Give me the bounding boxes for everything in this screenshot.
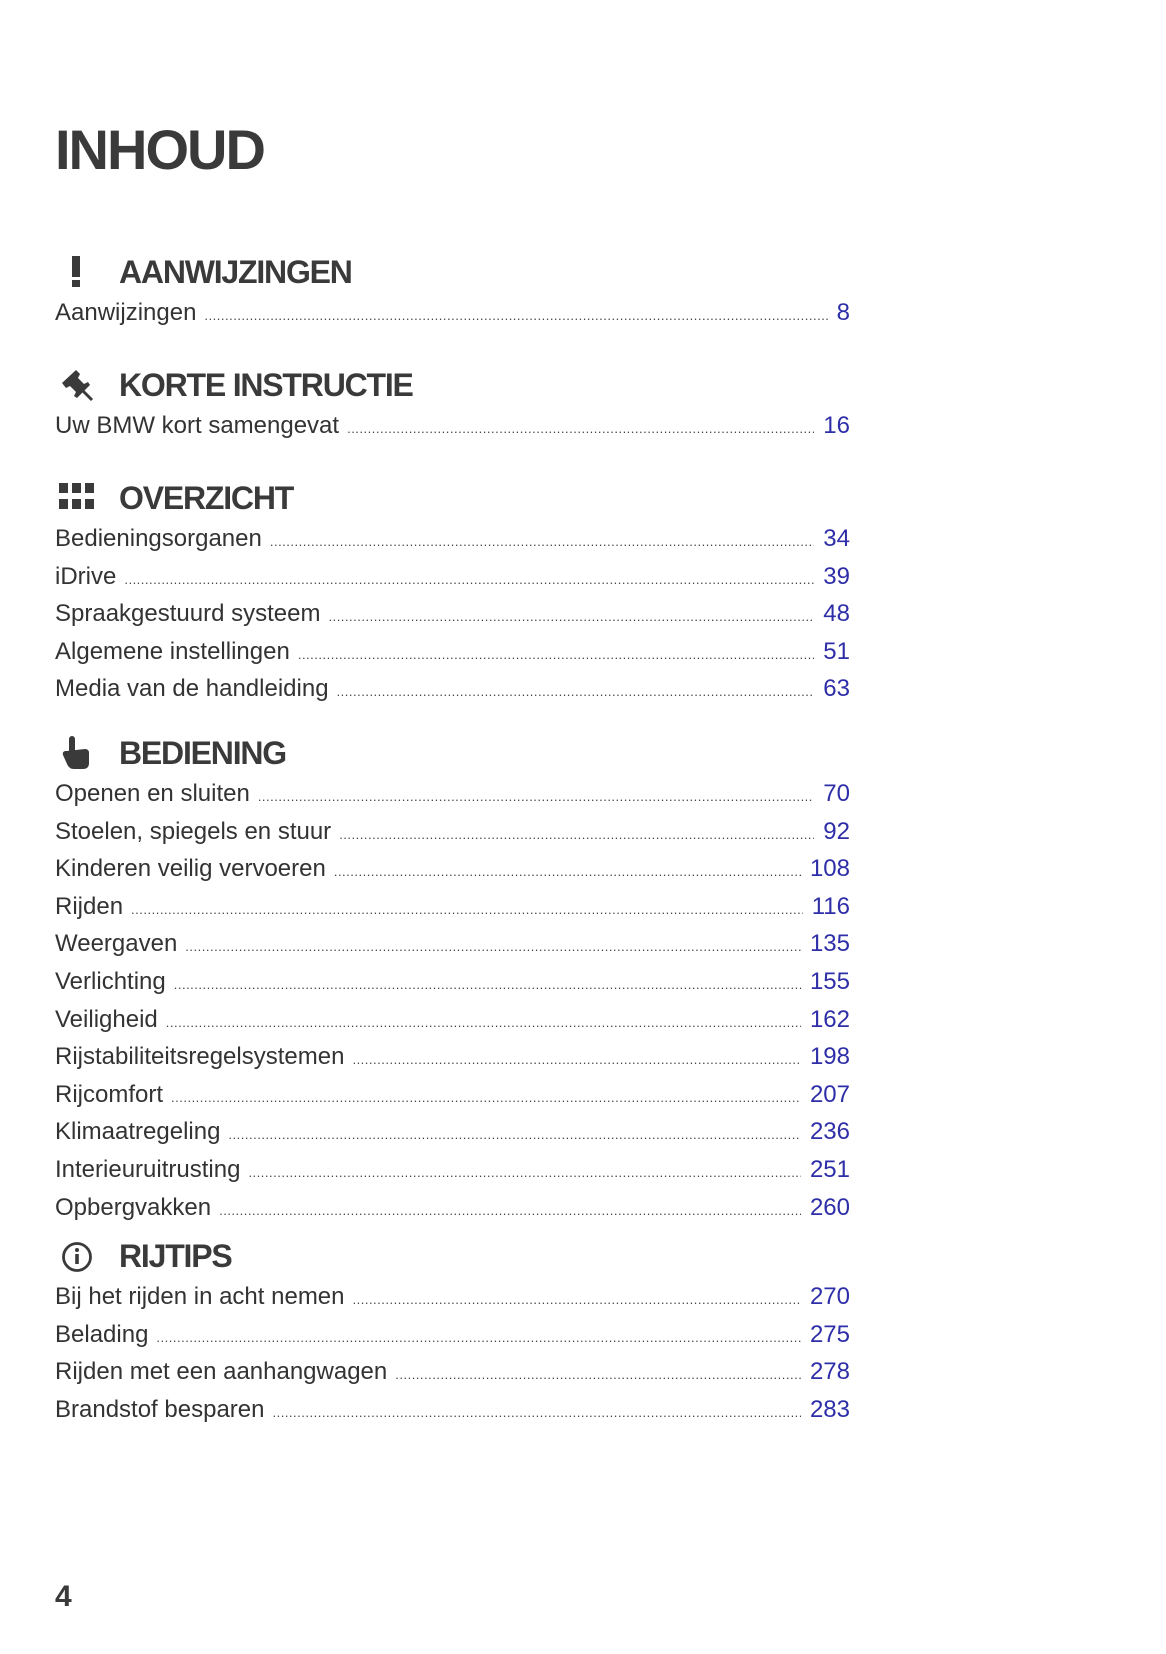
dot-leader [185, 928, 801, 966]
toc-list [55, 407, 850, 445]
section-bediening [55, 729, 850, 1226]
entry-label: Rijden [55, 892, 124, 920]
entry-label: Media van de handleiding [55, 675, 329, 703]
toc-entry[interactable] [55, 670, 850, 708]
section-header [55, 474, 850, 520]
entry-page-link[interactable]: 51 [823, 637, 850, 665]
pin-icon [57, 365, 97, 403]
info-icon [57, 1236, 97, 1274]
entry-page-link[interactable]: 198 [809, 1043, 850, 1071]
toc-entry[interactable] [55, 1001, 850, 1039]
section-title: RIJTIPS [119, 1238, 232, 1274]
dot-leader [131, 891, 803, 929]
entry-page-link[interactable]: 34 [823, 525, 850, 552]
dot-leader [248, 1154, 801, 1192]
dot-leader [339, 816, 814, 854]
dot-leader [298, 636, 814, 674]
entry-page-link[interactable]: 275 [809, 1320, 850, 1348]
section-header [55, 361, 850, 407]
section-header [55, 248, 850, 294]
entry-label: Belading [55, 1320, 149, 1348]
toc-list [55, 1278, 850, 1428]
dot-leader [174, 966, 801, 1004]
toc-entry[interactable] [55, 633, 850, 671]
dot-leader [219, 1192, 801, 1230]
dot-leader [171, 1079, 801, 1117]
dot-leader [228, 1116, 801, 1154]
dot-leader [395, 1356, 801, 1394]
dot-leader [347, 410, 814, 448]
section-title: KORTE INSTRUCTIE [119, 367, 413, 403]
toc-entry[interactable] [55, 1189, 850, 1227]
entry-label: Uw BMW kort samengevat [55, 412, 340, 439]
toc-entry[interactable] [55, 888, 850, 926]
toc-entry[interactable] [55, 1038, 850, 1076]
entry-label: Rijcomfort [55, 1080, 164, 1108]
page-number: 4 [55, 1580, 72, 1613]
entry-label: Stoelen, spiegels en stuur [55, 817, 332, 845]
entry-page-link[interactable]: 278 [809, 1358, 850, 1386]
dot-leader [156, 1319, 801, 1357]
toc-entry[interactable] [55, 850, 850, 888]
entry-label: Interieuruitrusting [55, 1155, 241, 1183]
section-rijtips [55, 1232, 850, 1428]
toc-list [55, 775, 850, 1226]
entry-page-link[interactable]: 39 [823, 562, 850, 590]
toc-entry[interactable] [55, 558, 850, 596]
entry-label: Klimaatregeling [55, 1118, 221, 1146]
entry-label: Weergaven [55, 930, 178, 958]
toc-entry[interactable] [55, 1278, 850, 1316]
entry-page-link[interactable]: 270 [809, 1283, 850, 1310]
entry-label: Openen en sluiten [55, 780, 250, 807]
entry-page-link[interactable]: 283 [809, 1395, 850, 1423]
section-title: OVERZICHT [119, 480, 294, 516]
dot-leader [204, 297, 827, 335]
dot-leader [272, 1394, 800, 1432]
toc-entry[interactable] [55, 775, 850, 813]
entry-page-link[interactable]: 63 [823, 675, 850, 703]
entry-label: Bedieningsorganen [55, 525, 262, 552]
dot-leader [166, 1004, 801, 1042]
grid-icon [57, 478, 97, 516]
toc-entry[interactable] [55, 925, 850, 963]
entry-label: Brandstof besparen [55, 1395, 265, 1423]
dot-leader [337, 673, 815, 711]
entry-page-link[interactable]: 48 [823, 600, 850, 628]
toc-entry[interactable] [55, 1391, 850, 1429]
section-header [55, 1232, 850, 1278]
entry-page-link[interactable]: 116 [811, 892, 850, 920]
entry-label: iDrive [55, 562, 117, 590]
dot-leader [328, 598, 814, 636]
toc-entry[interactable] [55, 407, 850, 445]
entry-page-link[interactable]: 70 [823, 780, 850, 807]
page-title: INHOUD [55, 118, 264, 181]
toc-entry[interactable] [55, 963, 850, 1001]
entry-label: Verlichting [55, 967, 166, 995]
entry-label: Opbergvakken [55, 1193, 212, 1221]
entry-label: Rijden met een aanhangwagen [55, 1358, 388, 1386]
toc-entry[interactable] [55, 595, 850, 633]
section-aanwijzingen [55, 248, 850, 332]
dot-leader [353, 1281, 801, 1319]
entry-page-link[interactable]: 236 [809, 1118, 850, 1146]
section-title: AANWIJZINGEN [119, 254, 352, 290]
entry-label: Spraakgestuurd systeem [55, 600, 321, 628]
dot-leader [352, 1041, 801, 1079]
dot-leader [258, 778, 814, 816]
toc-entry[interactable] [55, 1316, 850, 1354]
toc-entry[interactable] [55, 1113, 850, 1151]
dot-leader [270, 523, 814, 561]
entry-label: Algemene instellingen [55, 637, 290, 665]
entry-page-link[interactable]: 92 [823, 817, 850, 845]
entry-label: Rijstabiliteitsregelsystemen [55, 1043, 345, 1071]
entry-page-link[interactable]: 155 [809, 967, 850, 995]
dot-leader [124, 561, 814, 599]
toc-entry[interactable] [55, 1076, 850, 1114]
dot-leader [334, 853, 801, 891]
exclamation-icon [57, 252, 97, 290]
entry-page-link[interactable]: 207 [809, 1080, 850, 1108]
entry-page-link[interactable]: 260 [809, 1193, 850, 1221]
section-korte-instructie [55, 361, 850, 445]
entry-page-link[interactable]: 162 [809, 1005, 850, 1033]
entry-label: Veiligheid [55, 1005, 158, 1033]
entry-page-link[interactable]: 8 [836, 299, 850, 326]
entry-label: Aanwijzingen [55, 299, 197, 326]
toc-list [55, 520, 850, 708]
toc-entry[interactable] [55, 1151, 850, 1189]
entry-page-link[interactable]: 251 [809, 1155, 850, 1183]
entry-page-link[interactable]: 135 [809, 930, 850, 958]
entry-page-link[interactable]: 108 [809, 855, 850, 883]
toc-list [55, 294, 850, 332]
section-overzicht [55, 474, 850, 708]
hand-pointer-icon [57, 733, 97, 771]
entry-page-link[interactable]: 16 [823, 412, 850, 439]
toc-entry[interactable] [55, 294, 850, 332]
section-header [55, 729, 850, 775]
toc-entry[interactable] [55, 813, 850, 851]
entry-label: Bij het rijden in acht nemen [55, 1283, 345, 1310]
toc-entry[interactable] [55, 520, 850, 558]
entry-label: Kinderen veilig vervoeren [55, 855, 326, 883]
toc-entry[interactable] [55, 1353, 850, 1391]
section-title: BEDIENING [119, 735, 286, 771]
